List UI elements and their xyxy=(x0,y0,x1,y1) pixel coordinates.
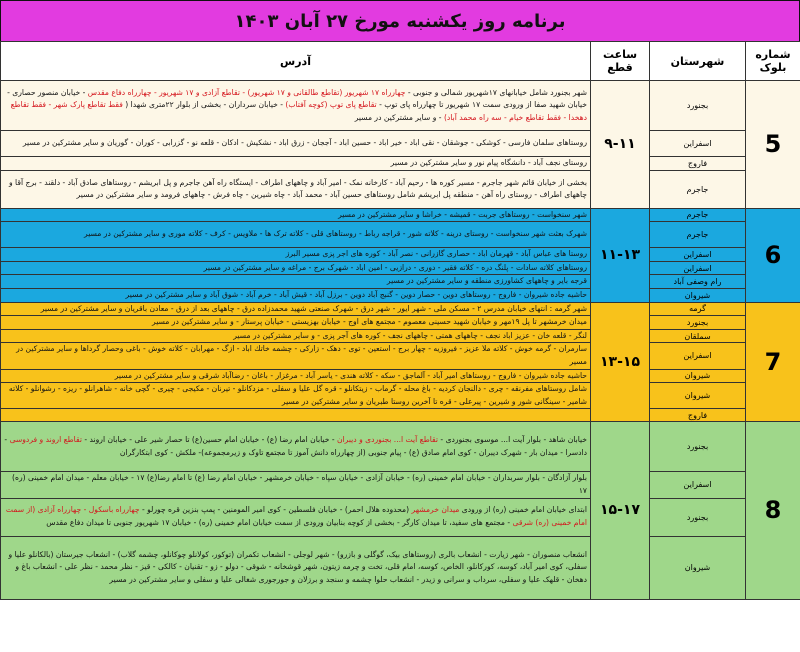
address-text: روستاهای سلمان فارسی - کوشکی - جوشقان - نقی اباد - خیر اباد - حسین اباد - آججان - زرق اباد - نشکیش - ادکان - قلعه نو - گزرابی - کوران - گوریان و سایر مشترکین در مسیر xyxy=(22,138,587,148)
city-cell: جاجرم xyxy=(650,170,746,208)
city-cell: بجنورد xyxy=(650,316,746,330)
outage-time: ۱۱-۱۳ xyxy=(591,208,650,302)
city-cell: بجنورد xyxy=(650,498,746,536)
address-highlight: فقط تقاطع پارک شهر - فقط تقاطع دهخدا - فقط تقاطع خیام - سه راه محمد آباد) xyxy=(10,100,587,122)
address-text: انشعاب منصوران - شهر زیارت - انشعاب بالری (روستاهای بیک، گوگلی و بازرو) - شهر لوجلی - انشعاب تکمران (توکور، کولانلو چوکانلو، چشمه گلاب) - انشعاب جیرستان (بالکانلو علیا و سفلی، کوی امیر آباد، کوسه، کورکانلو، الخاص، کوسه، امام قلی، تخت و چرمه زیتون، شهر قوشخانه - شوقی - دولو - زو - تقنیان - کالکی - قیز - نظر محمد - نظر علی - انشعاب باغ و دهخان - قلهک علیا و سفلی، سرداب و سرانی و زیدر - انشعاب حلوا چشمه و سنجد و برزلان و جورجوری شغالی علیا و سفلی و سایر مشترکین در مسیر xyxy=(8,549,587,584)
address-text: حاشیه جاده شیروان - فاروج - روستاهای دوین - حصار دوین - گنبج آباد دوین - برزل آباد - قیش آباد - خرم آباد - شوق آباد و سایر مشترکین در مسیر xyxy=(125,289,587,299)
block-number: 6 xyxy=(746,208,800,302)
table-row xyxy=(1,131,800,157)
table-row xyxy=(1,157,800,171)
address-cell xyxy=(1,536,591,599)
city-cell: شیروان xyxy=(650,369,746,383)
city-cell: جاجرم xyxy=(650,208,746,222)
address-text: شهر سنخواست - روستاهای جربت - قمیشه - خراشا و سایر مشترکین در مسیر xyxy=(338,209,587,219)
table-row xyxy=(1,261,800,275)
address-cell xyxy=(1,329,591,343)
address-text: خیابان شاهد - بلوار آیت ا... موسوی بجنوردی - xyxy=(438,435,587,445)
address-highlight: تقاطع آیت ا... بجنوردی و دیبران xyxy=(337,435,439,445)
address-text: بخشی از خیابان قائم شهر جاجرم - مسیر کوره ها - رحیم آباد - کارخانه نمک - امیر آباد و چاههای اطراف - ایستگاه راه آهن جاجرم و پل ابریشم - روستاهای صادق آباد - دلقند - برج آقا و چاههای اطراف - روستای راه آهن - منطقه پل ابریشم شامل روستاهای حسین آباد - محمد آباد - چاه شیرین - چاه فرش - چاههای فرومد و سایر مشترکین در مسیر xyxy=(8,177,587,200)
block-number: 8 xyxy=(746,422,800,599)
city-cell: بجنورد xyxy=(650,422,746,472)
address-cell xyxy=(1,288,591,302)
address-text: شهر بجنورد شامل خیابانهای ۱۷شهریور شمالی و جنوبی - xyxy=(405,87,587,97)
address-cell xyxy=(1,157,591,171)
address-text: روستای نجف آباد - دانشگاه پیام نور و سایر مشترکین در مسیر xyxy=(390,158,587,167)
header-city: شهرستان xyxy=(650,42,746,81)
table-row xyxy=(1,275,800,289)
address-text: شامل روستاهای مفرنقه - چری - دالنجان کردیه - باغ محله - گرماب - زیتکانلو - قره گل علیا و سفلی - مزدکانلو - تیرنان - مکیجی - چیری - گچی خانه - شاهرانلو - ریزه - رشوانلو - کلاته شامیر - سینگانی شور و شیرین - پیرعلی - قره تا آخرین روستا طبریان و سایر مشترکین در مسیر xyxy=(8,384,587,406)
address-text: شهرک بعثت شهر سنخواست - روستای درینه - کلاته شور - قراجه رباط - روستاهای قلی - کلاته ترک ها - ملاویس - کرف - کلاته موری و سایر مشترکین در مسیر xyxy=(84,229,587,239)
table-row xyxy=(1,409,800,422)
address-highlight: چهارراه ۱۷ شهریور (تقاطع طالقانی و ۱۷ شهریور) - تقاطع آزادی و ۱۷ شهریور - چهارراه دفاع مقدس xyxy=(87,87,406,97)
table-row xyxy=(1,170,800,208)
address-text: ابتدای خیابان امام خمینی (ره) از ورودی xyxy=(459,505,587,515)
header-address: آدرس xyxy=(1,42,591,81)
block-number: 7 xyxy=(746,302,800,422)
city-cell: شیروان xyxy=(650,383,746,409)
table-row xyxy=(1,343,800,369)
address-cell xyxy=(1,472,591,498)
table-row xyxy=(1,472,800,498)
address-cell xyxy=(1,275,591,289)
table-row xyxy=(1,536,800,599)
city-cell: فاروج xyxy=(650,157,746,171)
address-text: - خیابان امام رضا (ع) - خیابان امام حسین(ع) تا حصار شیر علی - خیابان اروند - xyxy=(81,435,337,445)
table-row xyxy=(1,248,800,262)
header-block: شماره بلوک xyxy=(746,42,800,81)
outage-time: ۹-۱۱ xyxy=(591,81,650,209)
city-cell: اسفراین xyxy=(650,343,746,369)
city-cell: سملقان xyxy=(650,329,746,343)
address-cell xyxy=(1,222,591,248)
city-cell: اسفراین xyxy=(650,261,746,275)
table-row xyxy=(1,302,800,316)
city-cell: بجنورد xyxy=(650,81,746,131)
outage-time: ۱۳-۱۵ xyxy=(591,302,650,422)
table-row xyxy=(1,422,800,472)
address-text: قرجه بایر و چاههای کشاورزی منطقه و سایر مشترکین در مسیر xyxy=(386,276,587,286)
address-text: میدان خرمشهر تا پل ۱۹مهر و خیابان شهید حسینی معصوم - مجتمع های اوج - خیابان بهزیستی - خیابان پرستار - و سایر مشترکین در مسیر xyxy=(152,317,587,327)
address-cell xyxy=(1,422,591,472)
block-number: 5 xyxy=(746,81,800,209)
city-cell: گرمه xyxy=(650,302,746,316)
table-row xyxy=(1,208,800,222)
address-cell xyxy=(1,316,591,330)
address-cell xyxy=(1,343,591,369)
city-cell: شیروان xyxy=(650,288,746,302)
address-cell xyxy=(1,131,591,157)
city-cell: اسفراین xyxy=(650,472,746,498)
table-row xyxy=(1,222,800,248)
outage-time: ۱۵-۱۷ xyxy=(591,422,650,599)
address-text: لنگر - قلعه خان - عزیز اباد نجف - چاههای همتی - چاههای نجف - کوره های آجر پزی - و سایر مشترکین در مسیر xyxy=(233,330,587,340)
city-cell: رام وصفی آباد xyxy=(650,275,746,289)
address-text: حاشیه جاده شیروان - فاروج - روستاهای امیر آباد - آلماجق - سکه - کلاته هندی - یاسر آباد - مرغزار - باغان - رضاآباد شرقی و سایر مشترکین در مسیر xyxy=(114,370,587,380)
address-text: بلوار آزادگان - بلوار سربداران - خیابان امام خمینی (ره) - خیابان آزادی - خیابان سپاه - خیابان خرمشهر - خیابان امام رضا (ع) تا امام رضا(ع) ۱۷ - خیابان معلم - میدان امام خمینی (ره) ۱۷ xyxy=(12,473,587,495)
schedule-table xyxy=(0,41,800,600)
address-highlight: تقاطع پای توپ (کوچه آفتاب) xyxy=(285,100,377,110)
address-highlight: چهارراه باسکول - چهارراه آزادی (از سمت امام خمینی (ره) شرقی xyxy=(5,505,587,527)
table-header-row xyxy=(1,42,800,81)
address-cell xyxy=(1,170,591,208)
address-text: روستاهای کلاته سادات - پلنگ دره - کلاته فقیر - دوری - درازیی - امین اباد - شهرک برج - مراغه و سایر مشترکین در مسیر xyxy=(203,262,587,272)
city-cell: اسفراین xyxy=(650,131,746,157)
address-text: سارمران - گرمه خوش - کلاته ملا عزیز - فیروزیه - چهار برج - استعین - توی - دهک - زارکی - چشمه خاتك اباد - ازگ - مهرابان - کلاته خوش - باغی وحصار گرداها و سایر مشترکین در مسیر xyxy=(16,344,587,366)
table-row xyxy=(1,383,800,409)
address-cell xyxy=(1,409,591,422)
city-cell: فاروج xyxy=(650,409,746,422)
address-text: (محدوده هلال احمر) - خیابان فلسطین - کوی امیر المومنین - پمپ بنزین قره چورلو - xyxy=(139,505,412,515)
address-cell xyxy=(1,383,591,409)
city-cell: جاجرم xyxy=(650,222,746,248)
address-cell xyxy=(1,498,591,536)
address-cell xyxy=(1,261,591,275)
table-row xyxy=(1,498,800,536)
address-highlight: میدان خرمشهر xyxy=(411,505,460,515)
address-cell xyxy=(1,302,591,316)
table-row xyxy=(1,288,800,302)
address-cell xyxy=(1,248,591,262)
schedule-body xyxy=(1,81,800,600)
address-text: شهر گرمه : انتهای خیابان مدرس ۲ - مسکن ملی - شهر ایور - شهر درق - شهرک صنعتی شهید محمدزاده درق - چاههای بعد از درق - معادن باقریان و سایر مشترکین در مسیر xyxy=(40,303,587,313)
address-highlight: تقاطع اروند و فردوسی xyxy=(9,435,82,445)
city-cell: اسفراین xyxy=(650,248,746,262)
address-text: - دادسرا - میدان بار - شهرک دیبران - کوی امام صادق (ع) - پیام جنوبی (از چهارراه دانش آموز تا مجتمع تاوک و زیرمجموعه)- ملکش - کوی ابتکارگران xyxy=(4,435,587,457)
table-row xyxy=(1,369,800,383)
address-text: - خیابان سرداران - بخشی از بلوار ۲۲متری شهدا ( xyxy=(122,100,286,110)
address-cell xyxy=(1,208,591,222)
address-text: - خیابان منصور حصاری - خیابان شهید صفا از ورودی سمت ۱۷ شهریور تا چهارراه پای توپ - xyxy=(7,87,587,110)
table-row xyxy=(1,316,800,330)
address-text: روستا های عباس آباد - قهرمان اباد - حصاری گازرانی - نصر آباد - کوره های اجر پزی مسیر البرز xyxy=(285,249,587,259)
address-text: - مجتمع های سفید، تا میدان کارگر - بخشی از کوچه بنابیان ورودی از سمت خیابان امام خمینی (ره) - خیابان ۱۷ شهریور جنوبی تا میدان دفاع مقدس xyxy=(46,518,513,527)
table-row xyxy=(1,81,800,131)
city-cell: شیروان xyxy=(650,536,746,599)
address-text: - و سایر مشترکین در مسیر xyxy=(354,112,444,122)
address-cell xyxy=(1,81,591,131)
page-title: برنامه روز یکشنبه مورخ ۲۷ آبان ۱۴۰۳ xyxy=(0,0,800,42)
table-row xyxy=(1,329,800,343)
address-cell xyxy=(1,369,591,383)
header-time: ساعت قطع xyxy=(591,42,650,81)
